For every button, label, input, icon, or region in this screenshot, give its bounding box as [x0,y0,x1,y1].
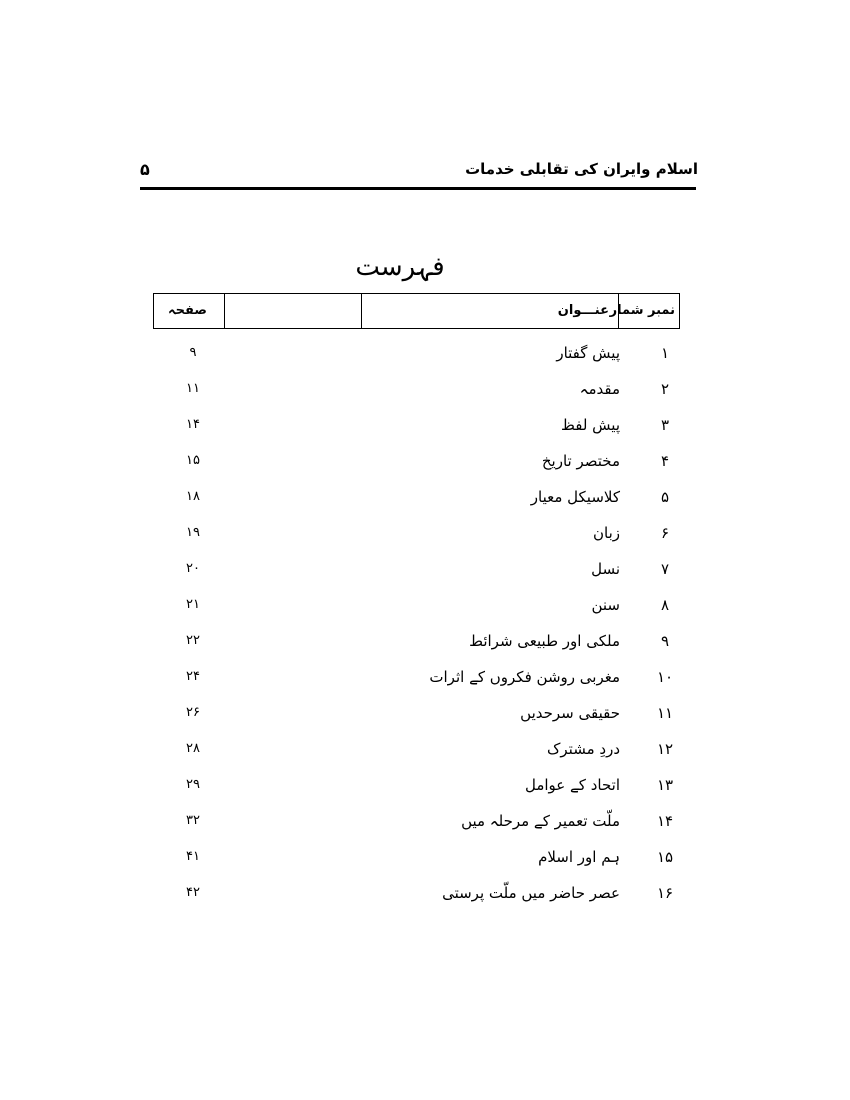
row-page: ۲۲ [186,633,200,648]
book-title: اسلام وایران کی تقابلی خدمات [465,160,698,178]
row-page: ۴۲ [186,885,200,900]
toc-heading: فہرست [355,252,445,282]
row-page: ۲۴ [186,669,200,684]
row-page: ۱۴ [186,417,200,432]
column-header-number: نمبر شمار [609,303,675,318]
row-page: ۲۱ [186,597,200,612]
row-number: ۱۵ [656,848,674,866]
row-number: ۱۱ [656,704,674,722]
row-page: ۲۰ [186,561,200,576]
toc-row[interactable] [153,663,680,691]
header-divider [140,187,696,190]
page-number: ۵ [140,160,150,179]
column-header-page: صفحہ [168,303,207,318]
row-number: ۹ [660,632,670,650]
toc-row[interactable] [153,447,680,475]
row-number: ۱۰ [656,668,674,686]
row-title: زبان [592,524,620,542]
row-title: پیش گفتار [556,344,620,362]
toc-row[interactable] [153,879,680,907]
row-title: نسل [591,560,620,578]
row-number: ۶ [660,524,670,542]
toc-row[interactable] [153,627,680,655]
row-title: پیش لفظ [561,416,620,434]
row-number: ۱۲ [656,740,674,758]
row-page: ۲۶ [186,705,200,720]
toc-row[interactable] [153,483,680,511]
row-number: ۳ [660,416,670,434]
toc-row[interactable] [153,555,680,583]
row-number: ۱۴ [656,812,674,830]
row-title: عصر حاضر میں ملّت پرستی [442,884,620,902]
row-page: ۱۹ [186,525,200,540]
row-title: سنن [591,596,620,614]
column-divider [224,294,225,328]
toc-row[interactable] [153,339,680,367]
row-number: ۸ [660,596,670,614]
row-number: ۱۳ [656,776,674,794]
row-page: ۱۸ [186,489,200,504]
toc-row[interactable] [153,843,680,871]
toc-row[interactable] [153,375,680,403]
row-number: ۱ [660,344,670,362]
row-number: ۱۶ [656,884,674,902]
toc-row[interactable] [153,519,680,547]
row-page: ۱۱ [186,381,200,396]
row-title: مغربی روشن فکروں کے اثرات [429,668,620,686]
row-title: حقیقی سرحدیں [520,704,620,722]
row-number: ۲ [660,380,670,398]
toc-row[interactable] [153,771,680,799]
row-title: مختصر تاریخ [541,452,620,470]
row-title: ہم اور اسلام [538,848,620,866]
row-title: اتحاد کے عوامل [524,776,620,794]
toc-row[interactable] [153,699,680,727]
toc-row[interactable] [153,735,680,763]
row-number: ۷ [660,560,670,578]
toc-row[interactable] [153,591,680,619]
row-number: ۵ [660,488,670,506]
row-page: ۲۸ [186,741,200,756]
column-header-title: عنـــوان [557,303,609,318]
row-page: ۲۹ [186,777,200,792]
row-title: مقدمہ [579,380,620,398]
row-title: ملّت تعمیر کے مرحلہ میں [461,812,620,830]
row-title: ملکی اور طبیعی شرائط [469,632,620,650]
row-page: ۳۲ [186,813,200,828]
toc-row[interactable] [153,411,680,439]
row-number: ۴ [660,452,670,470]
row-page: ۹ [189,345,197,360]
toc-header-row [153,293,680,329]
row-title: کلاسیکل معیار [530,488,620,506]
row-page: ۴۱ [186,849,200,864]
column-divider [361,294,362,328]
toc-row[interactable] [153,807,680,835]
row-page: ۱۵ [186,453,200,468]
row-title: دردِ مشترک [546,740,620,758]
